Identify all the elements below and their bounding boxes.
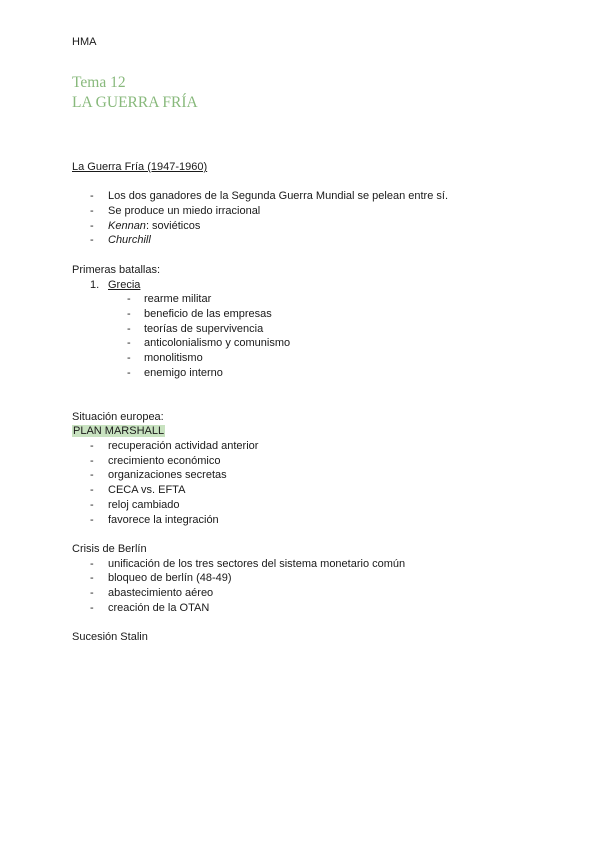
list-item [72, 513, 532, 528]
bullet-dash: - [90, 440, 94, 453]
bullet-dash: - [127, 293, 131, 306]
list-item-text: crecimiento económico [108, 454, 221, 467]
list-item [72, 189, 532, 204]
list-item-text: monolitismo [144, 351, 203, 364]
section-heading-guerra-fria: La Guerra Fría (1947-1960) [72, 161, 208, 173]
list-item [72, 439, 532, 454]
bullet-dash: - [90, 219, 94, 232]
list-item [72, 468, 532, 483]
bullet-dash: - [127, 337, 131, 350]
bullet-dash: - [127, 366, 131, 379]
section-heading-sucesion-stalin: Sucesión Stalin [72, 631, 148, 644]
list-item [72, 336, 532, 351]
list-item [72, 322, 532, 337]
list-item-text: Los dos ganadores de la Segunda Guerra Mundial se pelean entre sí. [108, 190, 449, 203]
list-item [72, 219, 532, 234]
list-item [72, 351, 532, 366]
list-item-text: abastecimiento aéreo [108, 586, 214, 599]
list-item-text: anticolonialismo y comunismo [144, 337, 291, 350]
bullet-dash: - [90, 484, 94, 497]
bullet-dash: - [127, 322, 131, 335]
section-heading-primeras-batallas: Primeras batallas: [72, 263, 161, 276]
list-item-text [108, 233, 151, 248]
bullet-dash: - [90, 572, 94, 585]
list-item-text: Se produce un miedo irracional [108, 205, 261, 218]
list-item [72, 307, 532, 322]
list-item-rest: : soviéticos [145, 219, 201, 232]
title-block [72, 73, 198, 113]
bullet-dash: - [90, 234, 94, 247]
list-item [72, 204, 532, 219]
bullet-dash: - [127, 307, 131, 320]
highlighted-text: PLAN MARSHALL [73, 425, 165, 438]
item-number: 1. [90, 278, 100, 291]
section-heading-situacion-europea: Situación europea: [72, 410, 164, 423]
list-item-text: beneficio de las empresas [144, 307, 272, 320]
list-item-text: bloqueo de berlín (48-49) [108, 572, 232, 585]
section-heading-crisis-berlin: Crisis de Berlín [72, 542, 147, 555]
list-item-emphasis: Kennan [108, 219, 146, 232]
list-item-text: organizaciones secretas [108, 469, 227, 482]
list-item-text: CECA vs. EFTA [108, 484, 186, 497]
numbered-item [72, 278, 532, 293]
list-item [72, 601, 532, 616]
bullet-dash: - [90, 557, 94, 570]
bullet-dash: - [90, 498, 94, 511]
list-item [72, 498, 532, 513]
list-item [72, 586, 532, 601]
list-item-text [108, 219, 200, 234]
list-item-text: creación de la OTAN [108, 601, 210, 614]
list-item-emphasis: Churchill [108, 234, 151, 247]
list-item-text: enemigo interno [144, 366, 223, 379]
bullet-dash: - [90, 469, 94, 482]
bullet-dash: - [90, 601, 94, 614]
bullet-dash: - [90, 205, 94, 218]
page-header: HMA [72, 36, 97, 48]
list-item [72, 454, 532, 469]
title-line-2: LA GUERRA FRÍA [72, 94, 198, 111]
bullet-dash: - [90, 454, 94, 467]
list-item [72, 557, 532, 572]
list-item [72, 292, 532, 307]
list-item-text: teorías de supervivencia [144, 322, 264, 335]
numbered-item-label: Grecia [108, 278, 141, 291]
list-item [72, 366, 532, 381]
bullet-dash: - [90, 513, 94, 526]
list-item-text: unificación de los tres sectores del sistema monetario común [108, 557, 406, 570]
highlight-line [72, 424, 532, 439]
list-item [72, 483, 532, 498]
bullet-dash: - [127, 351, 131, 364]
title-line-1: Tema 12 [72, 74, 126, 91]
list-item [72, 233, 532, 248]
list-item-text: reloj cambiado [108, 498, 180, 511]
list-item-text: favorece la integración [108, 513, 219, 526]
list-item [72, 571, 532, 586]
list-item-text: rearme militar [144, 293, 212, 306]
bullet-dash: - [90, 586, 94, 599]
list-item-text: recuperación actividad anterior [108, 440, 259, 453]
bullet-dash: - [90, 190, 94, 203]
document-body [72, 160, 532, 645]
